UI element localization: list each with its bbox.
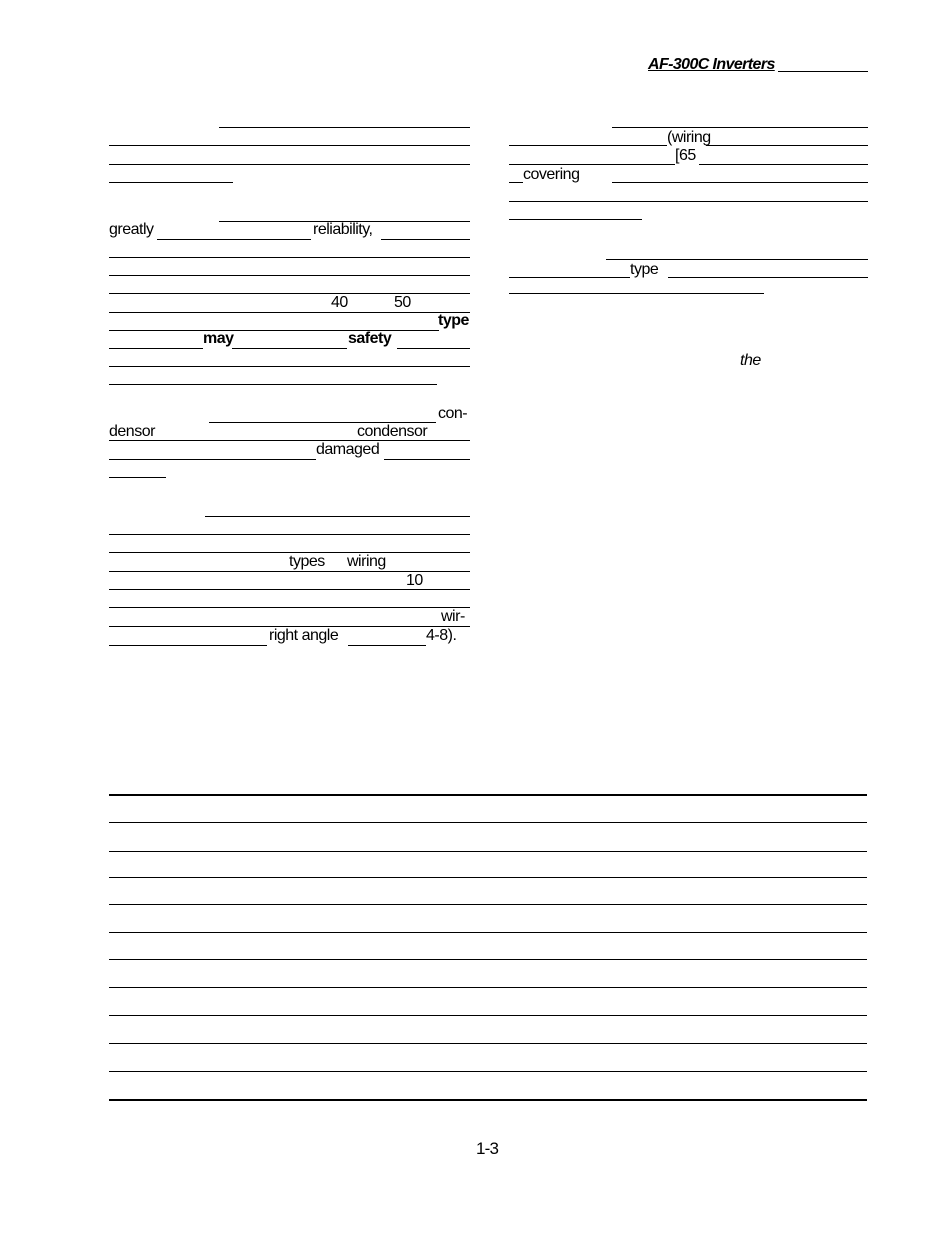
right-rule (509, 145, 667, 146)
right-rule (706, 145, 868, 146)
left-rule (109, 348, 203, 349)
table-rule (109, 932, 867, 933)
left-rule (109, 182, 233, 183)
text-fragment: type (438, 312, 469, 329)
right-rule (509, 219, 642, 220)
text-fragment: wir- (441, 608, 465, 625)
right-rule (612, 127, 868, 128)
left-rule (109, 384, 437, 385)
right-rule (509, 164, 675, 165)
left-rule (109, 607, 470, 608)
left-rule (109, 589, 470, 590)
right-rule (509, 277, 630, 278)
left-rule (205, 516, 470, 517)
left-rule (397, 348, 470, 349)
left-rule (109, 645, 267, 646)
text-fragment: safety (348, 330, 392, 347)
text-fragment: types (289, 553, 325, 570)
right-rule (699, 164, 868, 165)
text-fragment: 4-8). (426, 627, 457, 644)
table-rule (109, 794, 867, 796)
table-rule (109, 851, 867, 852)
page-number: 1-3 (476, 1139, 499, 1158)
left-rule (348, 645, 426, 646)
right-rule (509, 201, 868, 202)
right-rule (509, 182, 523, 183)
right-rule (606, 259, 868, 260)
left-rule (109, 459, 316, 460)
header-rule (778, 71, 868, 72)
text-fragment: damaged (316, 441, 380, 458)
left-rule (109, 293, 470, 294)
text-fragment: densor (109, 423, 155, 440)
right-rule (612, 182, 868, 183)
left-rule (232, 348, 347, 349)
text-fragment: con- (438, 405, 468, 422)
left-rule (157, 239, 311, 240)
table-rule (109, 959, 867, 960)
left-rule (109, 440, 470, 441)
page-header-title: AF-300C Inverters (648, 56, 775, 73)
text-fragment: wiring (347, 553, 386, 570)
text-fragment: right angle (269, 627, 339, 644)
text-fragment: [65 (675, 147, 696, 164)
left-rule (109, 312, 470, 313)
text-fragment: 50 (394, 294, 411, 311)
text-fragment: the (740, 352, 761, 369)
table-rule (109, 877, 867, 878)
left-rule (109, 477, 166, 478)
left-rule (384, 459, 470, 460)
left-rule (381, 239, 470, 240)
text-fragment: greatly (109, 221, 154, 238)
text-fragment: type (630, 261, 659, 278)
left-rule (109, 164, 470, 165)
right-rule (509, 293, 764, 294)
left-rule (109, 145, 470, 146)
text-fragment: reliability, (313, 221, 373, 238)
table-rule (109, 1071, 867, 1072)
text-fragment: 10 (406, 572, 423, 589)
table-rule (109, 822, 867, 823)
text-fragment: may (203, 330, 234, 347)
text-fragment: (wiring (667, 129, 711, 146)
left-rule (109, 275, 470, 276)
table-rule (109, 987, 867, 988)
table-rule (109, 1015, 867, 1016)
right-rule (668, 277, 868, 278)
left-rule (219, 127, 470, 128)
table-rule (109, 1099, 867, 1101)
table-rule (109, 904, 867, 905)
text-fragment: 40 (331, 294, 348, 311)
text-fragment: covering (523, 166, 580, 183)
text-fragment: condensor (357, 423, 428, 440)
table-rule (109, 1043, 867, 1044)
left-rule (109, 534, 470, 535)
left-rule (109, 366, 470, 367)
left-rule (109, 257, 470, 258)
